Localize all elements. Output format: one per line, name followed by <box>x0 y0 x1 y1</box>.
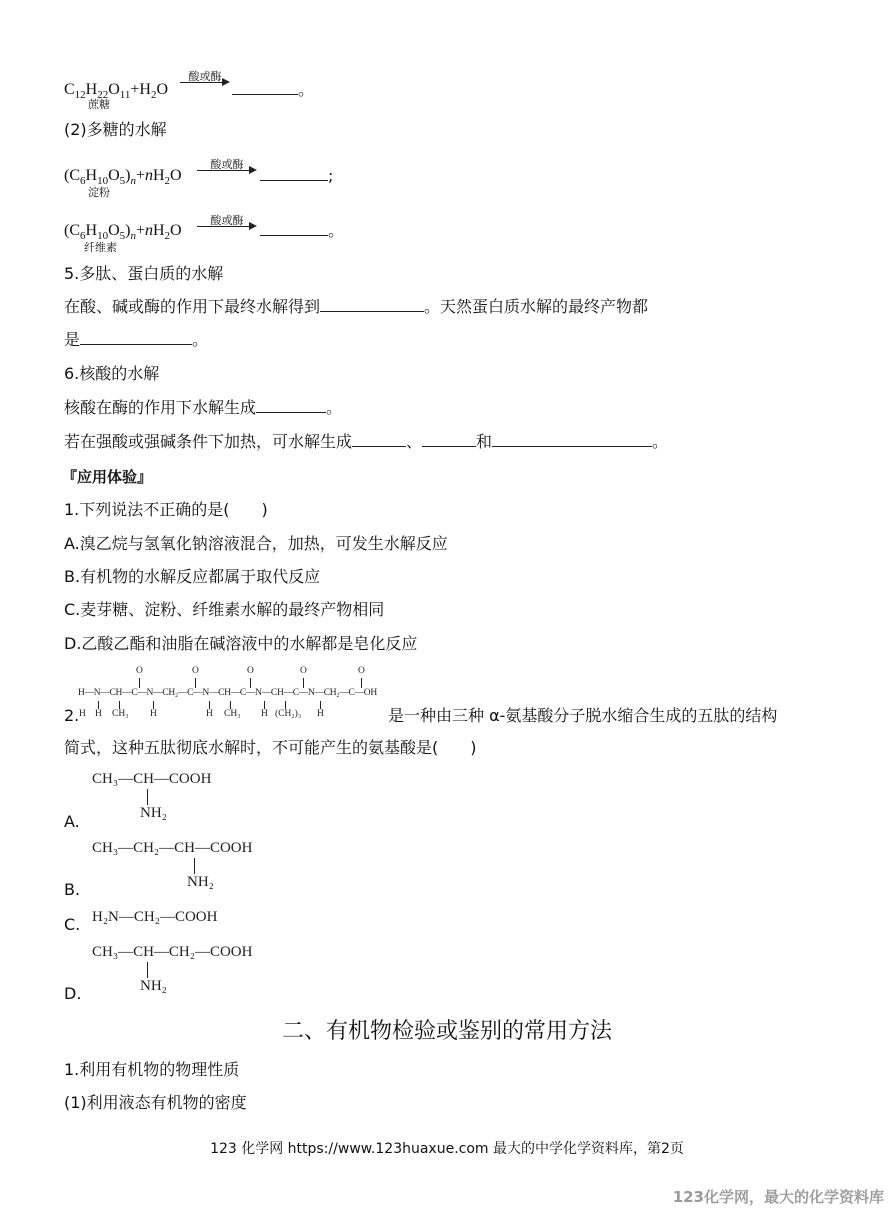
polysaccharide-heading: (2)多糖的水解 <box>64 120 167 139</box>
section6-line2: 若在强酸或强碱条件下加热，可水解生成 、 和 。 <box>64 432 669 451</box>
section6-line1: 核酸在酶的作用下水解生成 。 <box>64 398 343 417</box>
q1-option-a: A.溴乙烷与氢氧化钠溶液混合，加热，可发生水解反应 <box>64 534 448 553</box>
q2-stem-line2: 简式，这种五肽彻底水解时，不可能产生的氨基酸是( ) <box>64 738 477 757</box>
practice-heading: 『应用体验』 <box>62 468 153 486</box>
q2-option-c-label: C. <box>64 915 81 934</box>
cellulose-label: 纤维素 <box>84 241 117 254</box>
q1-option-b: B.有机物的水解反应都属于取代反应 <box>64 567 321 586</box>
section6-heading: 6.核酸的水解 <box>64 364 160 383</box>
cellulose-equation: $(C_6H_{10}O_5)_n+nH_2O$ <box>64 222 182 242</box>
q2-option-c-formula <box>92 909 292 929</box>
q1-stem: 1.下列说法不正确的是( ) <box>64 500 268 519</box>
formula-main: CH₃—CH—CH₂—COOH <box>92 944 253 960</box>
q2-option-a-formula <box>92 771 292 827</box>
substituent: H <box>79 709 86 719</box>
carbonyl-oxygen: O <box>358 666 365 676</box>
q2-number: 2. <box>64 706 80 725</box>
starch-label: 淀粉 <box>88 186 110 199</box>
formula-main: CH₃—CH—COOH <box>92 771 212 787</box>
q1-option-d: D.乙酸乙酯和油脂在碱溶液中的水解都是皂化反应 <box>64 634 418 653</box>
q2-stem-line1: 是一种由三种 α-氨基酸分子脱水缩合生成的五肽的结构 <box>388 706 778 725</box>
substituent: (CH₂)₃ <box>275 709 302 719</box>
formula-substituent: NH₂ <box>140 805 167 821</box>
carbonyl-oxygen: O <box>192 666 199 676</box>
q2-option-b-formula <box>92 840 312 896</box>
q1-option-c: C.麦芽糖、淀粉、纤维素水解的最终产物相同 <box>64 600 385 619</box>
pentapeptide-structure <box>78 666 398 722</box>
sucrose-label: 蔗糖 <box>88 98 110 111</box>
q2-option-b-label: B. <box>64 880 81 899</box>
section5-line1: 在酸、碱或酶的作用下最终水解得到 。天然蛋白质水解的最终产物都 <box>64 297 649 316</box>
substituent: H <box>206 709 213 719</box>
section5-heading: 5.多肽、蛋白质的水解 <box>64 264 224 283</box>
carbonyl-oxygen: O <box>136 666 143 676</box>
section5-line2: 是 。 <box>64 330 209 349</box>
substituent: H <box>317 709 324 719</box>
substituent: CH₃ <box>112 709 129 719</box>
formula-main: H₂N—CH₂—COOH <box>92 909 218 925</box>
starch-equation: $(C_6H_{10}O_5)_n+nH_2O$ <box>64 167 182 187</box>
q2-option-a-label: A. <box>64 812 80 831</box>
sucrose-equation: $C_{12}H_{22}O_{11}+H_2O$ <box>64 81 169 101</box>
section2-item1: 1.利用有机物的物理性质 <box>64 1060 240 1079</box>
carbonyl-oxygen: O <box>247 666 254 676</box>
substituent: CH₃ <box>224 709 241 719</box>
q2-option-d-formula <box>92 944 312 1000</box>
substituent: H <box>150 709 157 719</box>
substituent: H <box>261 709 268 719</box>
page-footer: 123 化学网 https://www.123huaxue.com 最大的中学化学资料库，第2页 <box>210 1141 684 1157</box>
substituent: H <box>95 709 102 719</box>
formula-substituent: NH₂ <box>187 874 214 890</box>
watermark: 123化学网，最大的化学资料库 <box>672 1188 884 1206</box>
q2-option-d-label: D. <box>64 984 82 1003</box>
peptide-backbone: H—N—CH—C—N—CH₂—C—N—CH—C—N—CH—C—N—CH₂—C—OH <box>78 688 377 698</box>
formula-main: CH₃—CH₂—CH—COOH <box>92 840 253 856</box>
starch-product-blank: ; <box>260 166 333 186</box>
cellulose-product-blank: 。 <box>260 221 344 241</box>
carbonyl-oxygen: O <box>300 666 307 676</box>
sucrose-product-blank: 。 <box>232 80 314 100</box>
section2-item1-sub: (1)利用液态有机物的密度 <box>64 1093 247 1112</box>
section-title: 二、有机物检验或鉴别的常用方法 <box>281 1019 612 1044</box>
formula-substituent: NH₂ <box>140 978 167 994</box>
